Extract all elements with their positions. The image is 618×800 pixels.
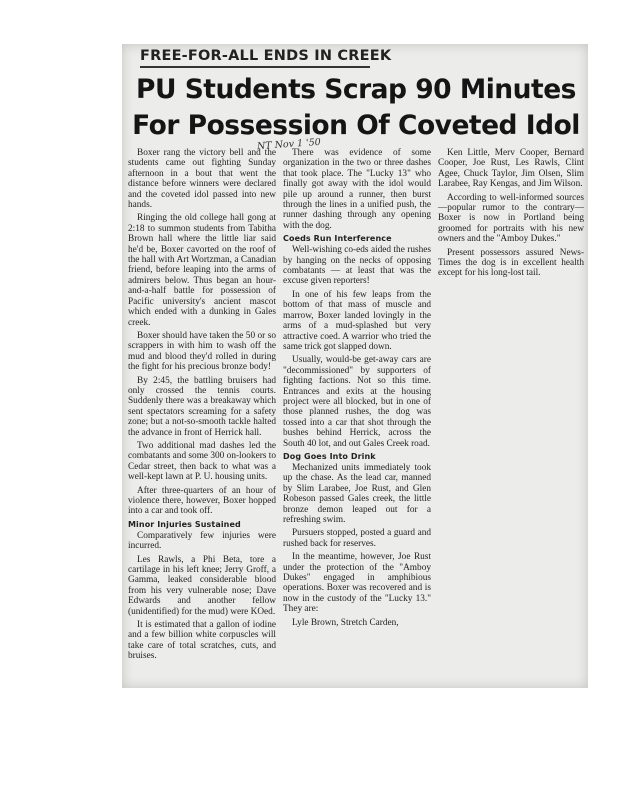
paragraph: There was evidence of some organization in the two or three dashes that took place. The "Lucky 13" who finally got away with the idol would pile up around a runner, then burst through the lines in a unified push, the runner dashing through any opening with the dog. — [283, 148, 431, 231]
paragraph: According to well-informed sources—popular rumor to the contrary—Boxer is now in Portland being groomed for portraits with his new owners and the "Amboy Dukes." — [438, 192, 584, 245]
paragraph: After three-quarters of an hour of violence there, however, Boxer hopped into a car and took off. — [128, 485, 276, 517]
paragraph: Usually, would-be get-away cars are "decommissioned" by supporters of fighting factions. Not so this time. Entrances and exits at the housing project were all blocked, but in one of those planned rushes, the dog was tossed into a car that shot through the bushes behind Herrick, across the South 40 lot, and out Gales Creek road. — [283, 355, 431, 449]
newspaper-clipping — [122, 44, 588, 688]
subheading: Minor Injuries Sustained — [128, 519, 241, 529]
article-column-1 — [128, 148, 276, 665]
subheading: Coeds Run Interference — [283, 234, 392, 244]
paragraph: Ken Little, Merv Cooper, Bernard Cooper, Joe Rust, Les Rawls, Clint Agee, Chuck Taylor, Jim Olsen, Slim Larabee, Ray Kengas, and Jim Wilson. — [438, 148, 584, 190]
paragraph: Les Rawls, a Phi Beta, tore a cartilage in his left knee; Jerry Groff, a Gamma, leaked considerable blood from his very vulnerable nose; Dave Edwards and another fellow (unidentified) for the mud) were KOed. — [128, 554, 276, 617]
kicker-headline: FREE-FOR-ALL ENDS IN CREEK — [140, 48, 392, 64]
article-column-2 — [283, 148, 431, 631]
paragraph: Boxer should have taken the 50 or so scrappers in with him to wash off the mud and blood they'd rolled in during the fight for his precious bronze body! — [128, 330, 276, 373]
paragraph: Pursuers stopped, posted a guard and rushed back for reserves. — [283, 528, 431, 549]
paragraph: In one of his few leaps from the bottom of that mass of muscle and marrow, Boxer landed lovingly in the arms of a mud-splashed but very attractive coed. A warrior who tried the same trick got slapped down. — [283, 289, 431, 352]
kicker-underline — [140, 66, 370, 68]
paragraph: Ringing the old college hall gong at 2:18 to summon students from Tabitha Brown hall where the little liar said he'd be, Boxer cavorted on the roof of the hall with Art Wortzman, a Canadian friend, before leaping into the arms of admirers below. Thus began an hour-and-a-half battle for possession of Pacific university's ancient mascot which ended with a dunking in Gales creek. — [128, 213, 276, 328]
paragraph: Present possessors assured News-Times the dog is in excellent health except for his long-lost tail. — [438, 247, 584, 279]
headline-line-1: PU Students Scrap 90 Minutes — [136, 74, 576, 105]
paragraph: It is estimated that a gallon of iodine and a few billion white corpuscles will take care of total scratches, cuts, and bruises. — [128, 620, 276, 662]
paragraph: Comparatively few injuries were incurred. — [128, 530, 276, 552]
paragraph: Lyle Brown, Stretch Carden, — [292, 617, 399, 628]
paragraph: By 2:45, the battling bruisers had only crossed the tennis courts. Suddenly there was a breakaway which sent spectators screaming for a safety zone; but a not-so-smooth tackle halted the advance in front of Herrick hall. — [128, 375, 276, 438]
paragraph: Well-wishing co-eds aided the rushes by hanging on the necks of opposing combatants — at least that was the excuse given reporters! — [283, 245, 431, 287]
paragraph: Two additional mad dashes led the combatants and some 300 on-lookers to Cedar street, then back to what was a well-kept lawn at P. U. housing units. — [128, 440, 276, 483]
article-column-3 — [438, 148, 584, 282]
subheading: Dog Goes Into Drink — [283, 451, 376, 461]
handwritten-date-note: NT Nov 1 '50 — [256, 136, 322, 153]
paragraph: Boxer rang the victory bell and the students came out fighting Sunday afternoon in a bout that went the distance before winners were declared and the coveted idol passed into new hands. — [128, 148, 276, 211]
paragraph: Mechanized units immediately took up the chase. As the lead car, manned by Slim Larabee, Joe Rust, and Glen Robeson passed Gales creek, the little bronze demon leaped out for a refreshing swim. — [283, 462, 431, 525]
headline-line-2: For Possession Of Coveted Idol — [132, 110, 580, 141]
paragraph: In the meantime, however, Joe Rust under the protection of the "Amboy Dukes" engaged in amphibious operations. Boxer was recovered and is now in the custody of the "Lucky 13." They are: — [283, 552, 431, 615]
